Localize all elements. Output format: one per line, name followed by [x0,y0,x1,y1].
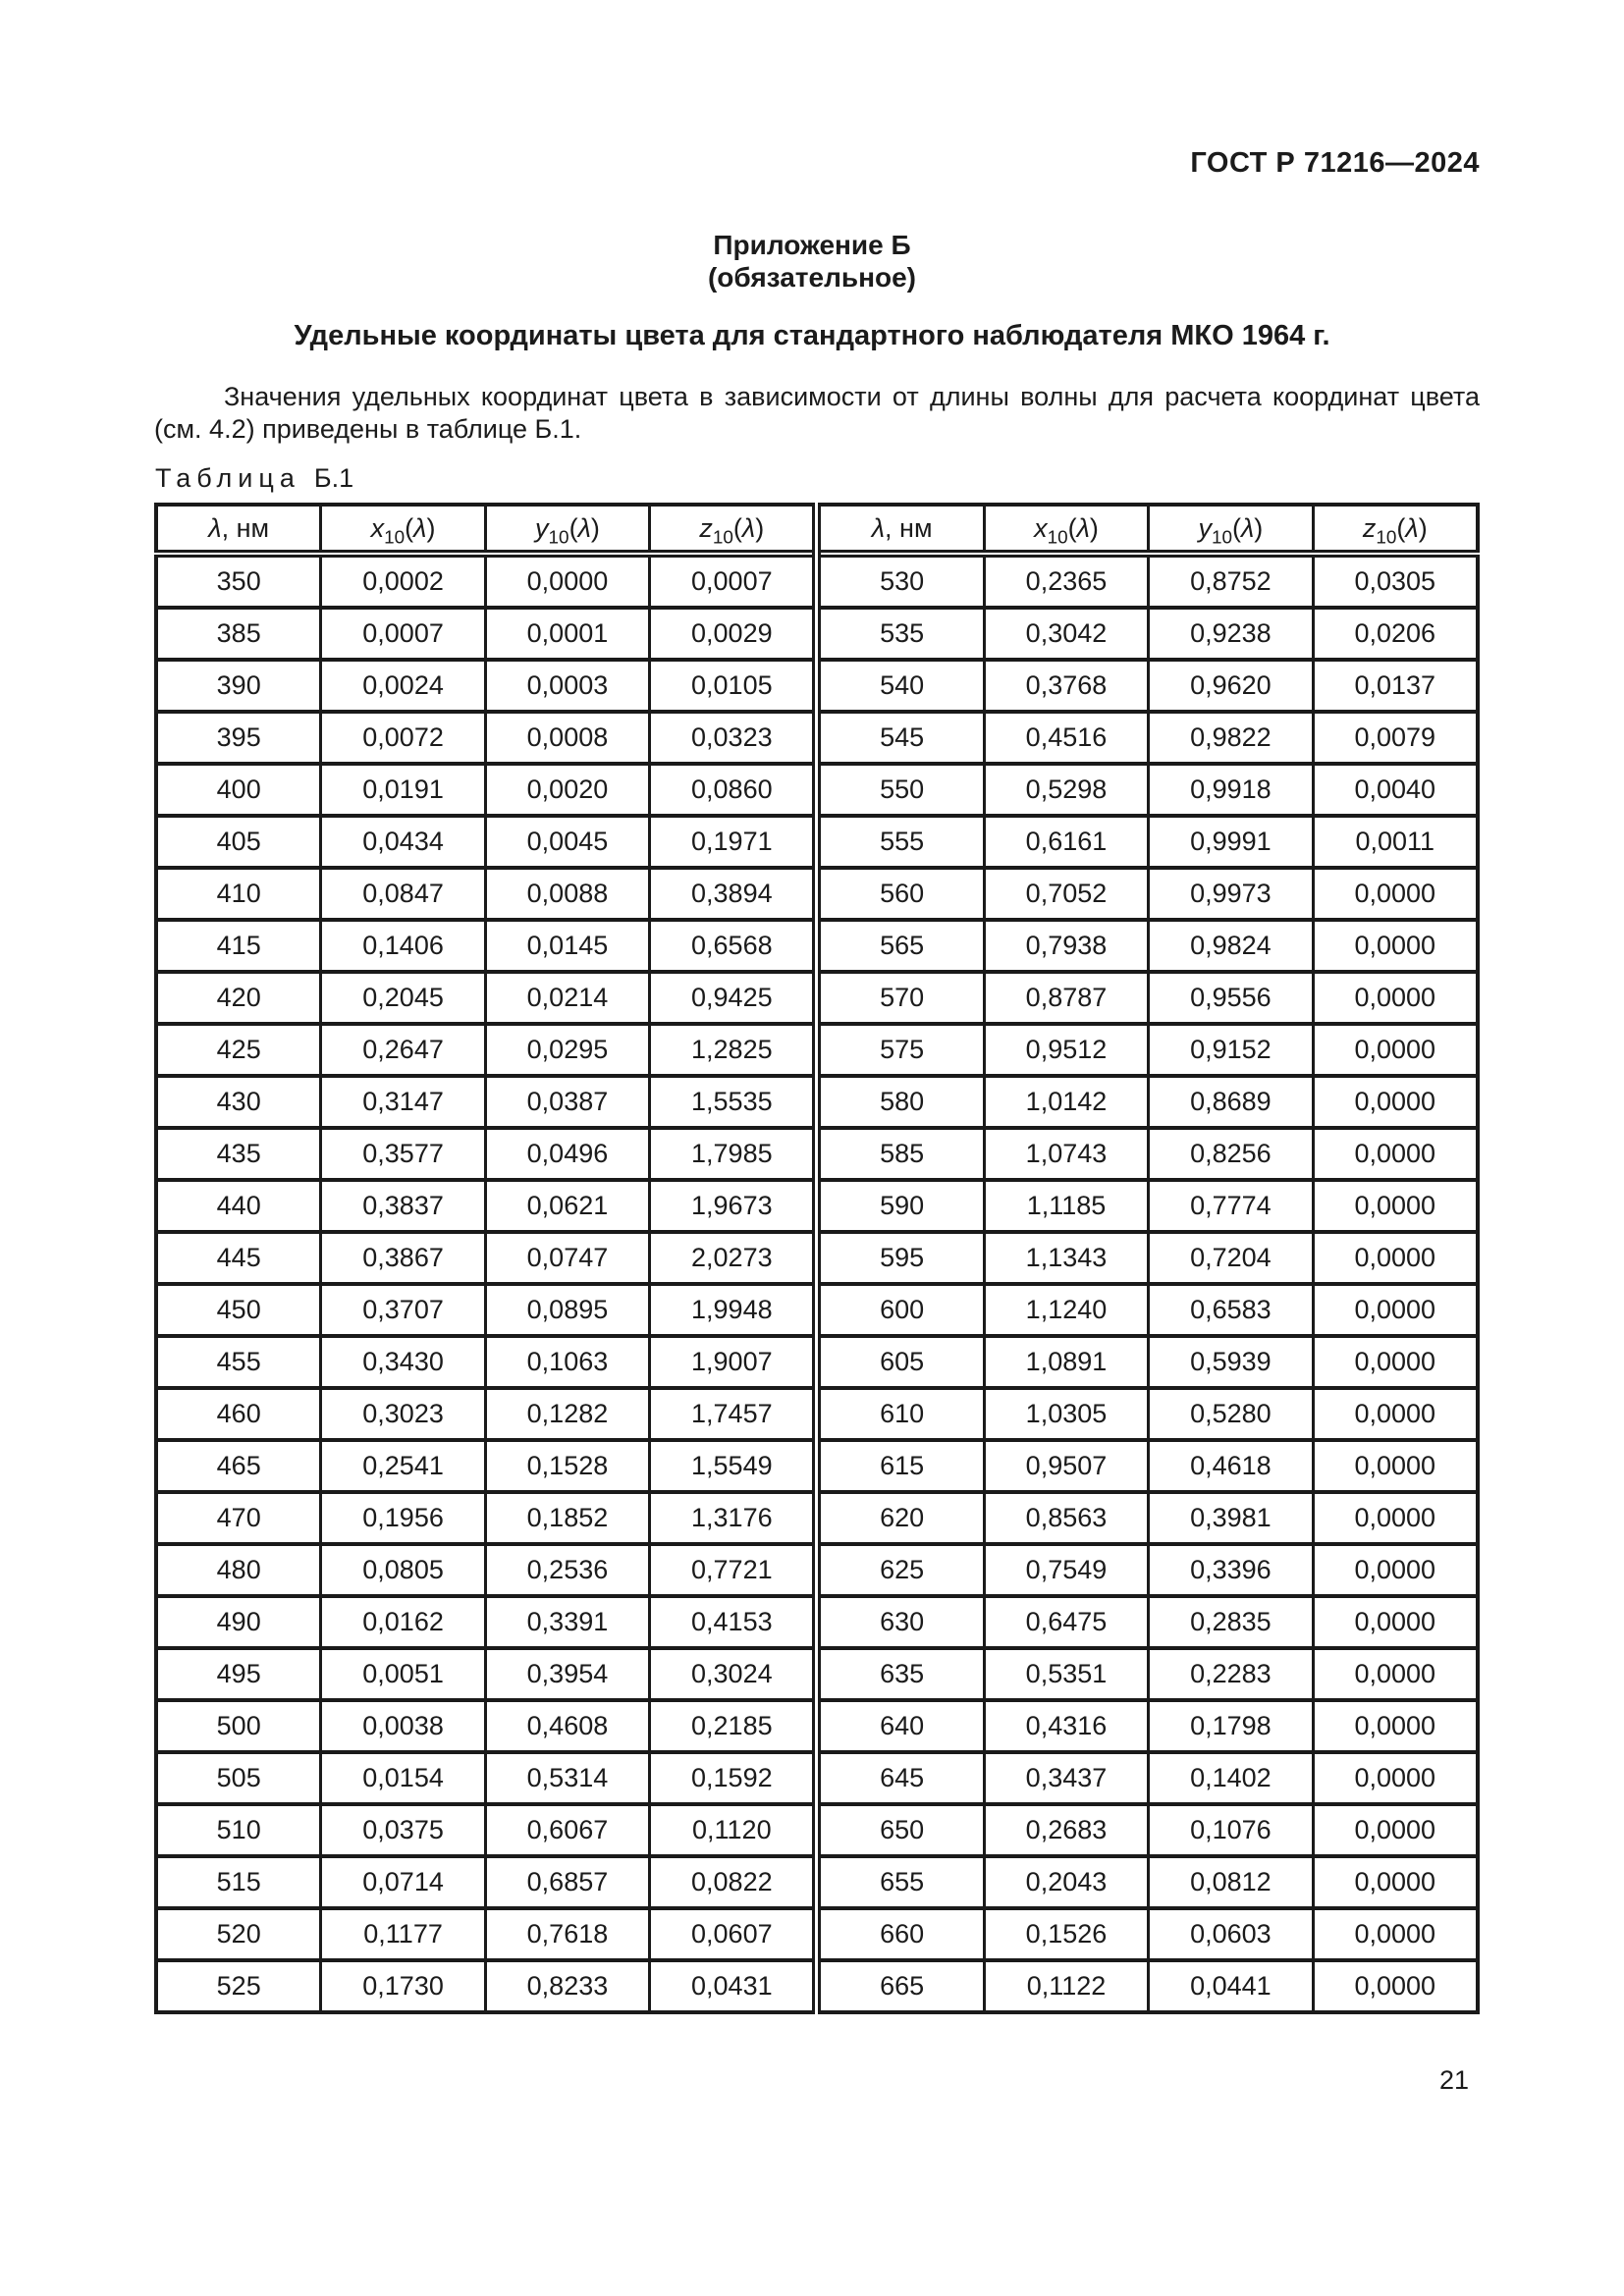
table-cell: 565 [817,920,984,972]
table-row [156,1700,1478,1752]
table-cell: 0,0847 [321,868,485,920]
table-cell: 440 [156,1180,321,1232]
table-cell: 600 [817,1284,984,1336]
table-cell: 0,3894 [650,868,817,920]
table-cell: 550 [817,764,984,816]
table-row [156,1960,1478,2012]
table-cell: 0,0000 [1313,1492,1478,1544]
table-cell: 495 [156,1648,321,1700]
table-header [156,505,1478,554]
table-cell: 0,0434 [321,816,485,868]
table-cell: 0,3954 [485,1648,649,1700]
table-row [156,1648,1478,1700]
table-cell: 655 [817,1856,984,1908]
table-cell: 615 [817,1440,984,1492]
table-cell: 0,4618 [1149,1440,1313,1492]
table-row [156,1440,1478,1492]
table-caption-word: Таблица [155,463,300,493]
table-cell: 0,2647 [321,1024,485,1076]
table-cell: 515 [156,1856,321,1908]
table-cell: 620 [817,1492,984,1544]
table-cell: 470 [156,1492,321,1544]
table-row [156,1024,1478,1076]
table-header-cell: $x_{10}(\lambda)$ [984,505,1148,554]
table-cell: 420 [156,972,321,1024]
table-cell: 0,9824 [1149,920,1313,972]
table-row [156,712,1478,764]
table-cell: 0,0214 [485,972,649,1024]
table-cell: 465 [156,1440,321,1492]
table-row [156,1232,1478,1284]
table-cell: 660 [817,1908,984,1960]
table-cell: 0,6857 [485,1856,649,1908]
table-cell: 0,5314 [485,1752,649,1804]
table-row [156,1284,1478,1336]
table-cell: 520 [156,1908,321,1960]
table-cell: 0,8752 [1149,554,1313,608]
table-cell: 0,0000 [1313,1076,1478,1128]
table-cell: 1,1343 [984,1232,1148,1284]
table-cell: 445 [156,1232,321,1284]
table-cell: 650 [817,1804,984,1856]
table-header-cell: λ, нм [817,505,984,554]
table-cell: 0,0000 [1313,1908,1478,1960]
table-cell: 0,0621 [485,1180,649,1232]
table-cell: 0,0000 [1313,972,1478,1024]
table-cell: 0,1063 [485,1336,649,1388]
table-cell: 0,2185 [650,1700,817,1752]
table-cell: 450 [156,1284,321,1336]
table-cell: 0,0805 [321,1544,485,1596]
table-header-cell: $z_{10}(\lambda)$ [650,505,817,554]
table-cell: 0,3867 [321,1232,485,1284]
table-cell: 0,0000 [1313,1960,1478,2012]
table-cell: 0,2541 [321,1440,485,1492]
table-cell: 0,5298 [984,764,1148,816]
table-cell: 1,3176 [650,1492,817,1544]
table-cell: 0,6568 [650,920,817,972]
table-row [156,1492,1478,1544]
table-cell: 0,9973 [1149,868,1313,920]
table-cell: 530 [817,554,984,608]
table-cell: 0,7204 [1149,1232,1313,1284]
table-cell: 0,8787 [984,972,1148,1024]
table-cell: 1,9673 [650,1180,817,1232]
table-cell: 0,0105 [650,660,817,712]
table-cell: 0,3147 [321,1076,485,1128]
table-cell: 0,7721 [650,1544,817,1596]
table-cell: 0,0145 [485,920,649,972]
table-cell: 0,0431 [650,1960,817,2012]
table-cell: 625 [817,1544,984,1596]
table-cell: 0,0603 [1149,1908,1313,1960]
table-cell: 0,2683 [984,1804,1148,1856]
table-cell: 0,0387 [485,1076,649,1128]
table-cell: 0,0496 [485,1128,649,1180]
table-cell: 0,1282 [485,1388,649,1440]
table-cell: 0,0714 [321,1856,485,1908]
table-cell: 0,0000 [1313,1180,1478,1232]
table-cell: 405 [156,816,321,868]
table-cell: 0,9620 [1149,660,1313,712]
table-cell: 0,0747 [485,1232,649,1284]
table-cell: 0,0040 [1313,764,1478,816]
table-cell: 425 [156,1024,321,1076]
table-cell: 0,0000 [485,554,649,608]
table-b1 [154,503,1480,2014]
table-cell: 1,9948 [650,1284,817,1336]
table-cell: 0,9512 [984,1024,1148,1076]
table-cell: 0,0011 [1313,816,1478,868]
table-cell: 570 [817,972,984,1024]
table-cell: 490 [156,1596,321,1648]
table-cell: 395 [156,712,321,764]
table-cell: 0,1852 [485,1492,649,1544]
table-cell: 0,0007 [321,608,485,660]
table-cell: 0,2536 [485,1544,649,1596]
table-cell: 590 [817,1180,984,1232]
table-cell: 0,7774 [1149,1180,1313,1232]
table-cell: 0,8233 [485,1960,649,2012]
table-cell: 0,4608 [485,1700,649,1752]
table-cell: 0,3768 [984,660,1148,712]
table-cell: 0,8256 [1149,1128,1313,1180]
table-cell: 0,0072 [321,712,485,764]
table-cell: 630 [817,1596,984,1648]
table-cell: 0,0000 [1313,1388,1478,1440]
table-cell: 0,2365 [984,554,1148,608]
table-cell: 0,0895 [485,1284,649,1336]
table-cell: 0,4516 [984,712,1148,764]
table-cell: 480 [156,1544,321,1596]
table-cell: 0,5939 [1149,1336,1313,1388]
table-cell: 0,1730 [321,1960,485,2012]
table-cell: 545 [817,712,984,764]
table-cell: 0,3430 [321,1336,485,1388]
table-cell: 540 [817,660,984,712]
table-cell: 580 [817,1076,984,1128]
table-cell: 0,0007 [650,554,817,608]
table-cell: 435 [156,1128,321,1180]
table-cell: 415 [156,920,321,972]
intro-paragraph: Значения удельных координат цвета в зависимости от длины волны для расчета координат цвета (см. 4.2) приведены в таблице Б.1. [154,382,1480,444]
table-cell: 0,3042 [984,608,1148,660]
table-cell: 0,0305 [1313,554,1478,608]
table-row [156,1908,1478,1960]
table-cell: 1,7457 [650,1388,817,1440]
table-row [156,816,1478,868]
page-number: 21 [1438,2065,1469,2095]
table-cell: 665 [817,1960,984,2012]
table-cell: 0,0191 [321,764,485,816]
table-cell: 0,4153 [650,1596,817,1648]
table-cell: 0,0079 [1313,712,1478,764]
table-cell: 500 [156,1700,321,1752]
table-cell: 0,9507 [984,1440,1148,1492]
table-cell: 0,3837 [321,1180,485,1232]
table-cell: 505 [156,1752,321,1804]
table-caption-number: Б.1 [313,463,354,493]
table-row [156,1856,1478,1908]
table-cell: 0,0051 [321,1648,485,1700]
table-cell: 0,1592 [650,1752,817,1804]
table-cell: 0,0000 [1313,1024,1478,1076]
table-cell: 0,0045 [485,816,649,868]
table-row [156,1544,1478,1596]
table-row [156,660,1478,712]
table-caption [155,463,353,494]
table-row [156,972,1478,1024]
table-cell: 410 [156,868,321,920]
table-cell: 0,7618 [485,1908,649,1960]
table-cell: 560 [817,868,984,920]
table-cell: 0,0038 [321,1700,485,1752]
table-cell: 0,2045 [321,972,485,1024]
table-cell: 1,0743 [984,1128,1148,1180]
table-cell: 1,2825 [650,1024,817,1076]
table-cell: 1,0891 [984,1336,1148,1388]
table-cell: 0,0000 [1313,1128,1478,1180]
table-cell: 0,0000 [1313,920,1478,972]
table-cell: 555 [817,816,984,868]
table-row [156,608,1478,660]
table-header-row [156,505,1478,554]
table-header-cell: $x_{10}(\lambda)$ [321,505,485,554]
table-cell: 0,0137 [1313,660,1478,712]
table-cell: 0,0003 [485,660,649,712]
table-header-cell: λ, нм [156,505,321,554]
table-cell: 0,2043 [984,1856,1148,1908]
table-cell: 1,5549 [650,1440,817,1492]
table-header-cell: $y_{10}(\lambda)$ [1149,505,1313,554]
table-cell: 0,1526 [984,1908,1148,1960]
table-cell: 635 [817,1648,984,1700]
appendix-label: Приложение Б [713,230,911,260]
table-cell: 0,0024 [321,660,485,712]
table-cell: 575 [817,1024,984,1076]
table-cell: 0,0000 [1313,1804,1478,1856]
table-cell: 0,5280 [1149,1388,1313,1440]
table-row [156,1388,1478,1440]
table-cell: 0,0375 [321,1804,485,1856]
table-cell: 0,6161 [984,816,1148,868]
table-cell: 0,0008 [485,712,649,764]
table-cell: 0,3391 [485,1596,649,1648]
table-cell: 1,1240 [984,1284,1148,1336]
table-cell: 0,1956 [321,1492,485,1544]
table-cell: 0,0162 [321,1596,485,1648]
table-cell: 0,4316 [984,1700,1148,1752]
table-cell: 0,0323 [650,712,817,764]
table-header-cell: $z_{10}(\lambda)$ [1313,505,1478,554]
table-row [156,1076,1478,1128]
table-cell: 0,0000 [1313,1700,1478,1752]
table-cell: 0,0088 [485,868,649,920]
table-row [156,1752,1478,1804]
table-row [156,764,1478,816]
doc-number: ГОСТ Р 71216—2024 [1190,147,1480,179]
table-row [156,920,1478,972]
table-cell: 430 [156,1076,321,1128]
table-cell: 0,0000 [1313,1648,1478,1700]
table-cell: 640 [817,1700,984,1752]
table-cell: 390 [156,660,321,712]
table-row [156,1804,1478,1856]
table-row [156,1128,1478,1180]
table-cell: 1,5535 [650,1076,817,1128]
table-cell: 0,0206 [1313,608,1478,660]
table-cell: 1,0305 [984,1388,1148,1440]
table-cell: 400 [156,764,321,816]
table-cell: 0,6067 [485,1804,649,1856]
table-cell: 0,1177 [321,1908,485,1960]
table-cell: 525 [156,1960,321,2012]
table-cell: 0,9556 [1149,972,1313,1024]
table-cell: 0,8689 [1149,1076,1313,1128]
table-cell: 0,1402 [1149,1752,1313,1804]
table-cell: 0,7052 [984,868,1148,920]
table-cell: 0,9991 [1149,816,1313,868]
table-cell: 645 [817,1752,984,1804]
table-cell: 535 [817,608,984,660]
table-cell: 585 [817,1128,984,1180]
table-cell: 0,0000 [1313,868,1478,920]
table-cell: 0,0000 [1313,1752,1478,1804]
table-cell: 0,1798 [1149,1700,1313,1752]
table-cell: 0,0002 [321,554,485,608]
table-cell: 0,0000 [1313,1596,1478,1648]
table-cell: 0,0295 [485,1024,649,1076]
table-cell: 0,1076 [1149,1804,1313,1856]
table-cell: 510 [156,1804,321,1856]
section-title: Удельные координаты цвета для стандартного наблюдателя МКО 1964 г. [294,320,1330,351]
table-cell: 0,9425 [650,972,817,1024]
table-cell: 0,5351 [984,1648,1148,1700]
table-cell: 0,3024 [650,1648,817,1700]
table-cell: 0,1122 [984,1960,1148,2012]
table-cell: 0,9238 [1149,608,1313,660]
table-cell: 0,7549 [984,1544,1148,1596]
table-cell: 0,6583 [1149,1284,1313,1336]
table-cell: 0,0029 [650,608,817,660]
table-cell: 0,0001 [485,608,649,660]
table-cell: 0,0812 [1149,1856,1313,1908]
table-cell: 1,7985 [650,1128,817,1180]
table-cell: 0,1120 [650,1804,817,1856]
table-cell: 2,0273 [650,1232,817,1284]
table-cell: 385 [156,608,321,660]
table-cell: 0,3437 [984,1752,1148,1804]
table-cell: 1,0142 [984,1076,1148,1128]
table-header-cell: $y_{10}(\lambda)$ [485,505,649,554]
table-cell: 0,0020 [485,764,649,816]
table-row [156,1596,1478,1648]
table-cell: 0,2835 [1149,1596,1313,1648]
table-cell: 1,9007 [650,1336,817,1388]
table-cell: 0,0607 [650,1908,817,1960]
table-body [156,554,1478,2012]
table-cell: 0,3577 [321,1128,485,1180]
table-cell: 455 [156,1336,321,1388]
table-cell: 0,3707 [321,1284,485,1336]
table-cell: 605 [817,1336,984,1388]
table-cell: 1,1185 [984,1180,1148,1232]
table-cell: 610 [817,1388,984,1440]
table-cell: 0,0822 [650,1856,817,1908]
table-cell: 0,3023 [321,1388,485,1440]
table-cell: 0,9918 [1149,764,1313,816]
table-cell: 0,0000 [1313,1336,1478,1388]
table-cell: 350 [156,554,321,608]
table-cell: 0,1971 [650,816,817,868]
table-cell: 0,9152 [1149,1024,1313,1076]
table-cell: 0,0860 [650,764,817,816]
table-cell: 0,0000 [1313,1232,1478,1284]
table-cell: 0,0000 [1313,1284,1478,1336]
table-cell: 0,0000 [1313,1856,1478,1908]
table-row [156,1180,1478,1232]
table-cell: 0,1406 [321,920,485,972]
table-cell: 0,7938 [984,920,1148,972]
appendix-qualifier: (обязательное) [707,262,916,293]
table-cell: 460 [156,1388,321,1440]
table-cell: 0,0000 [1313,1544,1478,1596]
table-cell: 595 [817,1232,984,1284]
table-cell: 0,2283 [1149,1648,1313,1700]
table-cell: 0,3396 [1149,1544,1313,1596]
table-cell: 0,8563 [984,1492,1148,1544]
table-cell: 0,1528 [485,1440,649,1492]
table-row [156,1336,1478,1388]
table-cell: 0,3981 [1149,1492,1313,1544]
table-cell: 0,6475 [984,1596,1148,1648]
appendix-heading [0,229,1624,294]
table-cell: 0,0154 [321,1752,485,1804]
table-row [156,554,1478,608]
table-cell: 0,9822 [1149,712,1313,764]
table-row [156,868,1478,920]
table-cell: 0,0441 [1149,1960,1313,2012]
table-cell: 0,0000 [1313,1440,1478,1492]
